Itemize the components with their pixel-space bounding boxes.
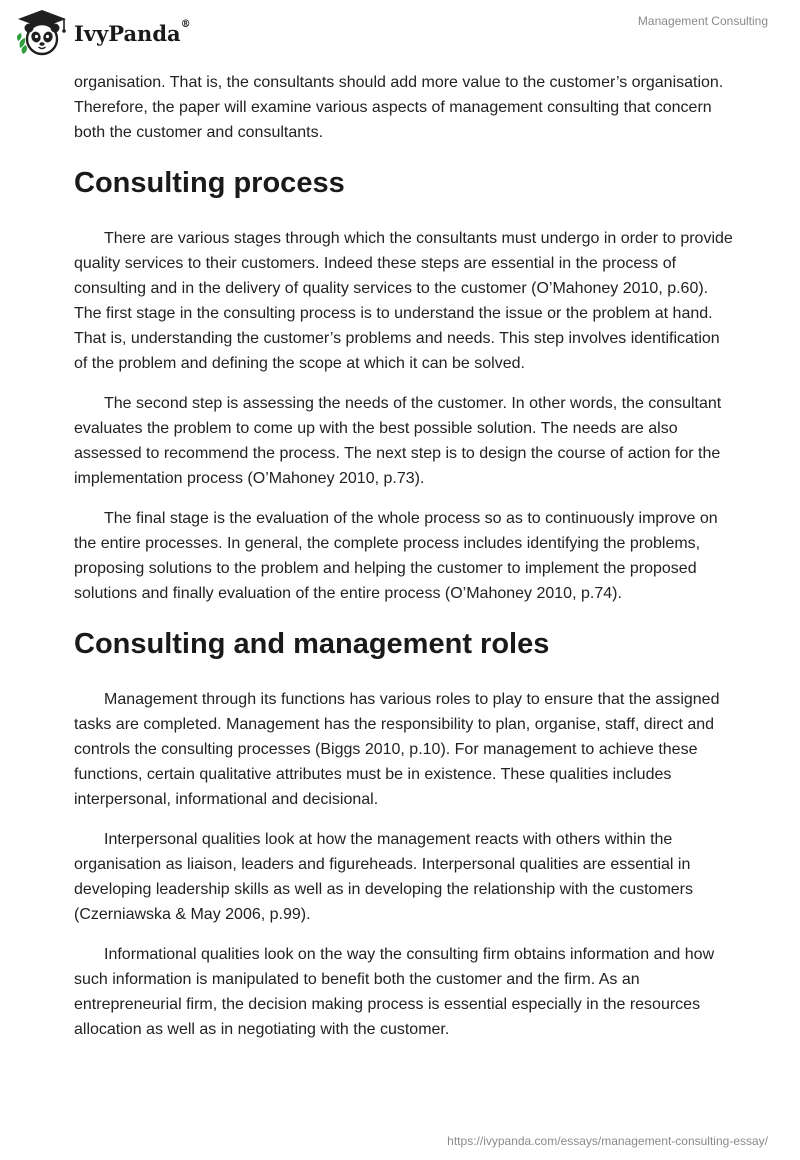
- paragraph: Informational qualities look on the way the consulting firm obtains information and how such information is manipulated to benefit both the customer and the firm. As an entrepreneurial firm, the decision making process is essential especially in the resources allocation as well as in negotiating with the customer.: [74, 946, 715, 1038]
- logo-wordmark: [74, 18, 191, 46]
- logo-text: IvyPanda: [74, 20, 181, 46]
- essay-body: [74, 70, 734, 1057]
- page-header: [0, 0, 800, 70]
- section-heading-consulting-and-management-roles: Consulting and management roles: [74, 628, 550, 660]
- intro-paragraph: organisation. That is, the consultants should add more value to the customer’s organisation. Therefore, the paper will examine various aspects of management consulting that concern both the customer and consultants.: [74, 74, 724, 141]
- section-heading-consulting-process: Consulting process: [74, 167, 345, 199]
- running-title: Management Consulting: [637, 14, 768, 28]
- paragraph: The second step is assessing the needs of the customer. In other words, the consultant evaluates the problem to come up with the best possible solution. The needs are also assessed to recommend the process. The next step is to design the course of action for the implementation process (O’Mahoney 2010, p.73).: [74, 395, 722, 487]
- registered-mark: ®: [180, 18, 191, 30]
- source-url-link[interactable]: https://ivypanda.com/essays/management-consulting-essay/: [447, 1134, 768, 1148]
- panda-graduate-icon: [14, 8, 70, 58]
- ivypanda-logo[interactable]: [14, 8, 191, 58]
- paragraph: There are various stages through which the consultants must undergo in order to provide quality services to their customers. Indeed these steps are essential in the process of consulting and in the delivery of quality services to the customer (O’Mahoney 2010, p.60). The first stage in the consulting process is to understand the issue or the problem at hand. That is, understanding the customer’s problems and needs. This step involves identification of the problem and defining the scope at which it can be solved.: [74, 230, 733, 372]
- paragraph: Management through its functions has various roles to play to ensure that the assigned tasks are completed. Management has the responsibility to plan, organise, staff, direct and controls the consulting processes (Biggs 2010, p.10). For management to achieve these functions, certain qualitative attributes must be in existence. These qualities includes interpersonal, informational and decisional.: [74, 691, 720, 808]
- paragraph: The final stage is the evaluation of the whole process so as to continuously improve on the entire processes. In general, the complete process includes identifying the problems, proposing solutions to the problem and helping the customer to implement the proposed solutions and finally evaluation of the entire process (O’Mahoney 2010, p.74).: [74, 510, 718, 602]
- paragraph: Interpersonal qualities look at how the management reacts with others within the organisation as liaison, leaders and figureheads. Interpersonal qualities are essential in developing leadership skills as well as in developing the relationship with the customers (Czerniawska & May 2006, p.99).: [74, 831, 694, 923]
